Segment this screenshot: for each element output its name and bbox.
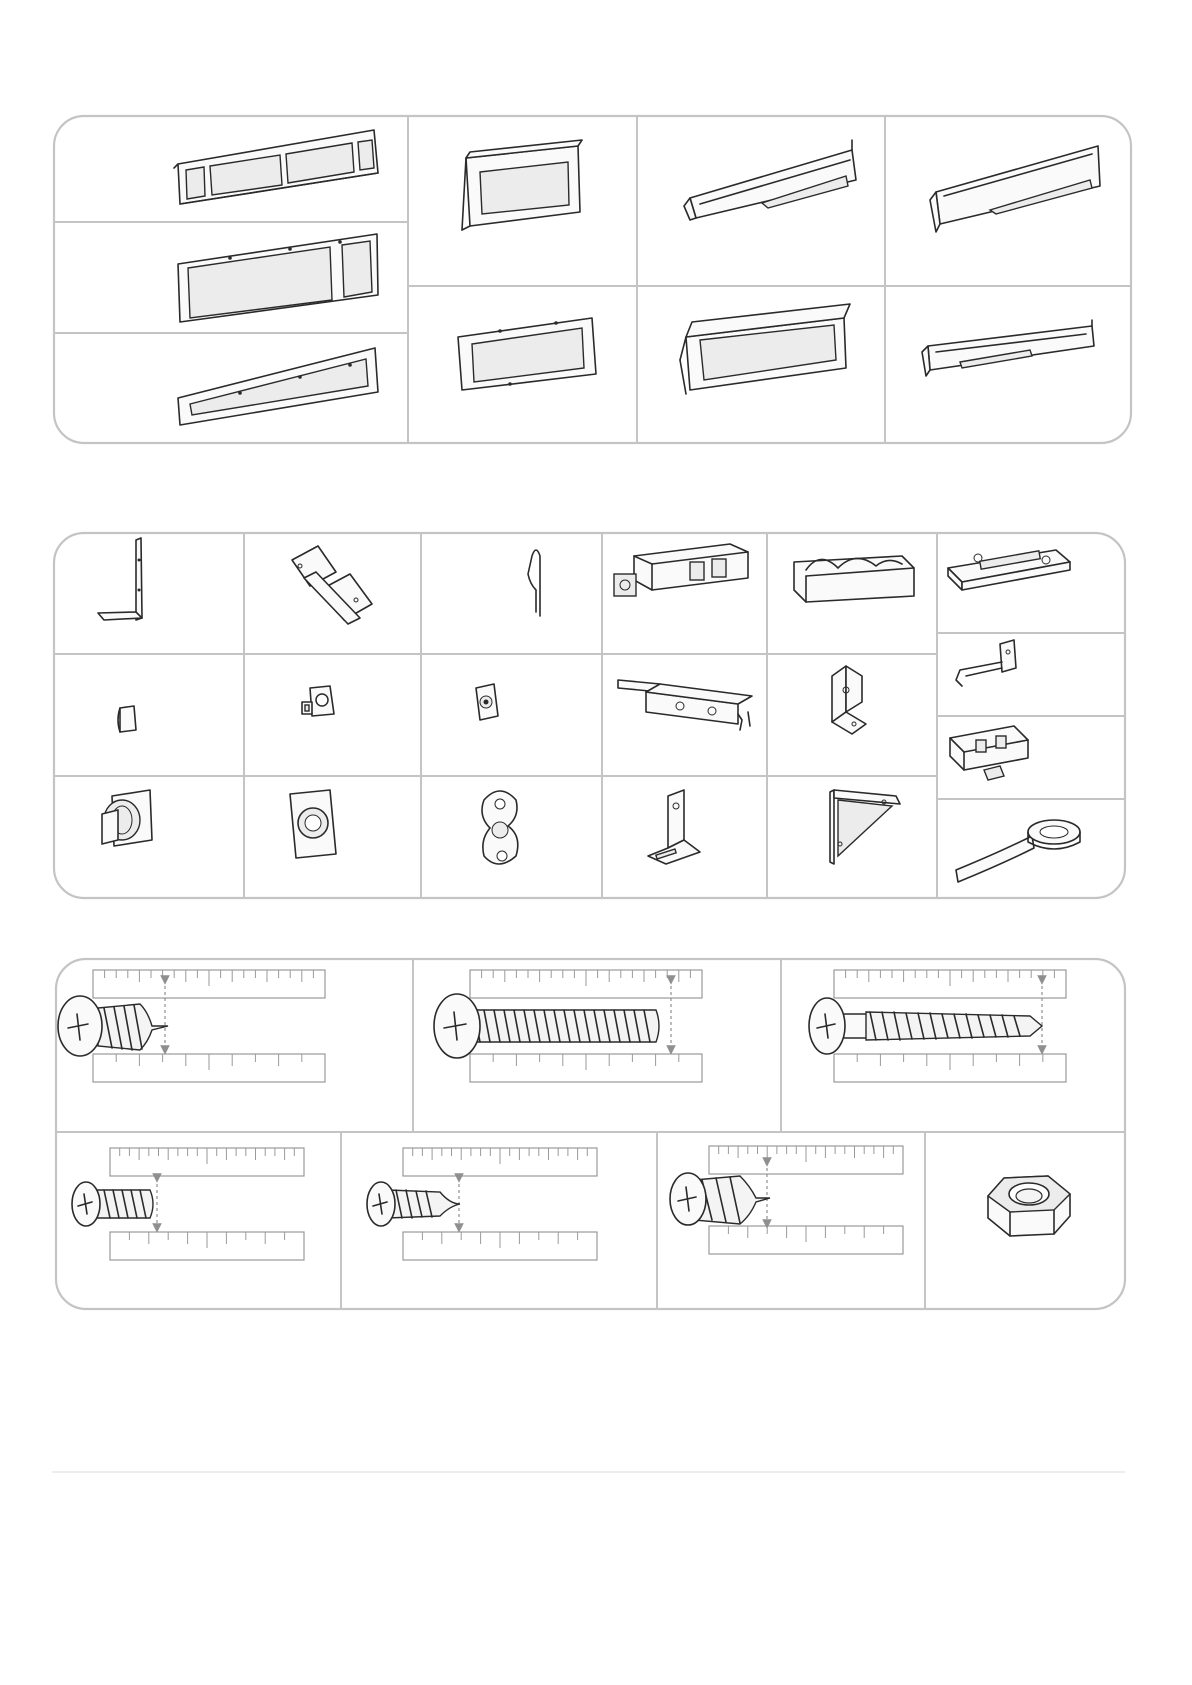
hex-nut: [988, 1176, 1070, 1236]
panel-a: [174, 130, 378, 204]
hinge: [292, 546, 372, 624]
corner-bracket: [98, 538, 142, 620]
screw-body: [670, 1173, 770, 1225]
clip-block: [950, 726, 1028, 780]
panels-section: [54, 116, 1131, 443]
screw-body: [434, 994, 659, 1058]
tape-roll: [956, 820, 1080, 882]
screw-wide-coarse: [670, 1146, 903, 1254]
panel-c: [178, 348, 378, 425]
screw-short-coarse: [58, 970, 325, 1082]
panel-e: [458, 318, 596, 390]
connector-block: [614, 544, 748, 596]
slotted-plate: [948, 550, 1070, 590]
small-parts-section: [54, 533, 1125, 898]
screw-small-tapping: [367, 1148, 597, 1260]
screw-long-machine: [434, 970, 702, 1082]
screw-small-fine: [72, 1148, 304, 1260]
panel-f: [684, 140, 856, 220]
fasteners-section: [56, 959, 1125, 1309]
screw-body: [58, 996, 168, 1056]
screw-body: [809, 998, 1042, 1054]
panel-d: [462, 140, 582, 230]
angle-bracket: [832, 666, 866, 734]
panel-h: [930, 146, 1100, 232]
wire-hook-bracket: [956, 640, 1016, 686]
panel-g: [680, 304, 850, 394]
l-bracket: [648, 790, 700, 864]
screw-lag: [809, 970, 1066, 1082]
panel-i: [922, 320, 1094, 376]
gusset-bracket: [830, 790, 900, 864]
long-bracket: [618, 680, 752, 730]
double-clamp: [482, 791, 518, 864]
panel-b: [178, 234, 378, 322]
flat-grommet: [290, 790, 336, 858]
screw-body: [72, 1182, 153, 1226]
cradle-block: [794, 556, 914, 602]
end-cap: [118, 706, 136, 732]
screw-body: [367, 1182, 460, 1226]
spring-clip: [528, 550, 540, 616]
pivot-plate: [302, 686, 334, 716]
square-grommet: [102, 790, 152, 846]
knob-socket: [476, 684, 498, 720]
